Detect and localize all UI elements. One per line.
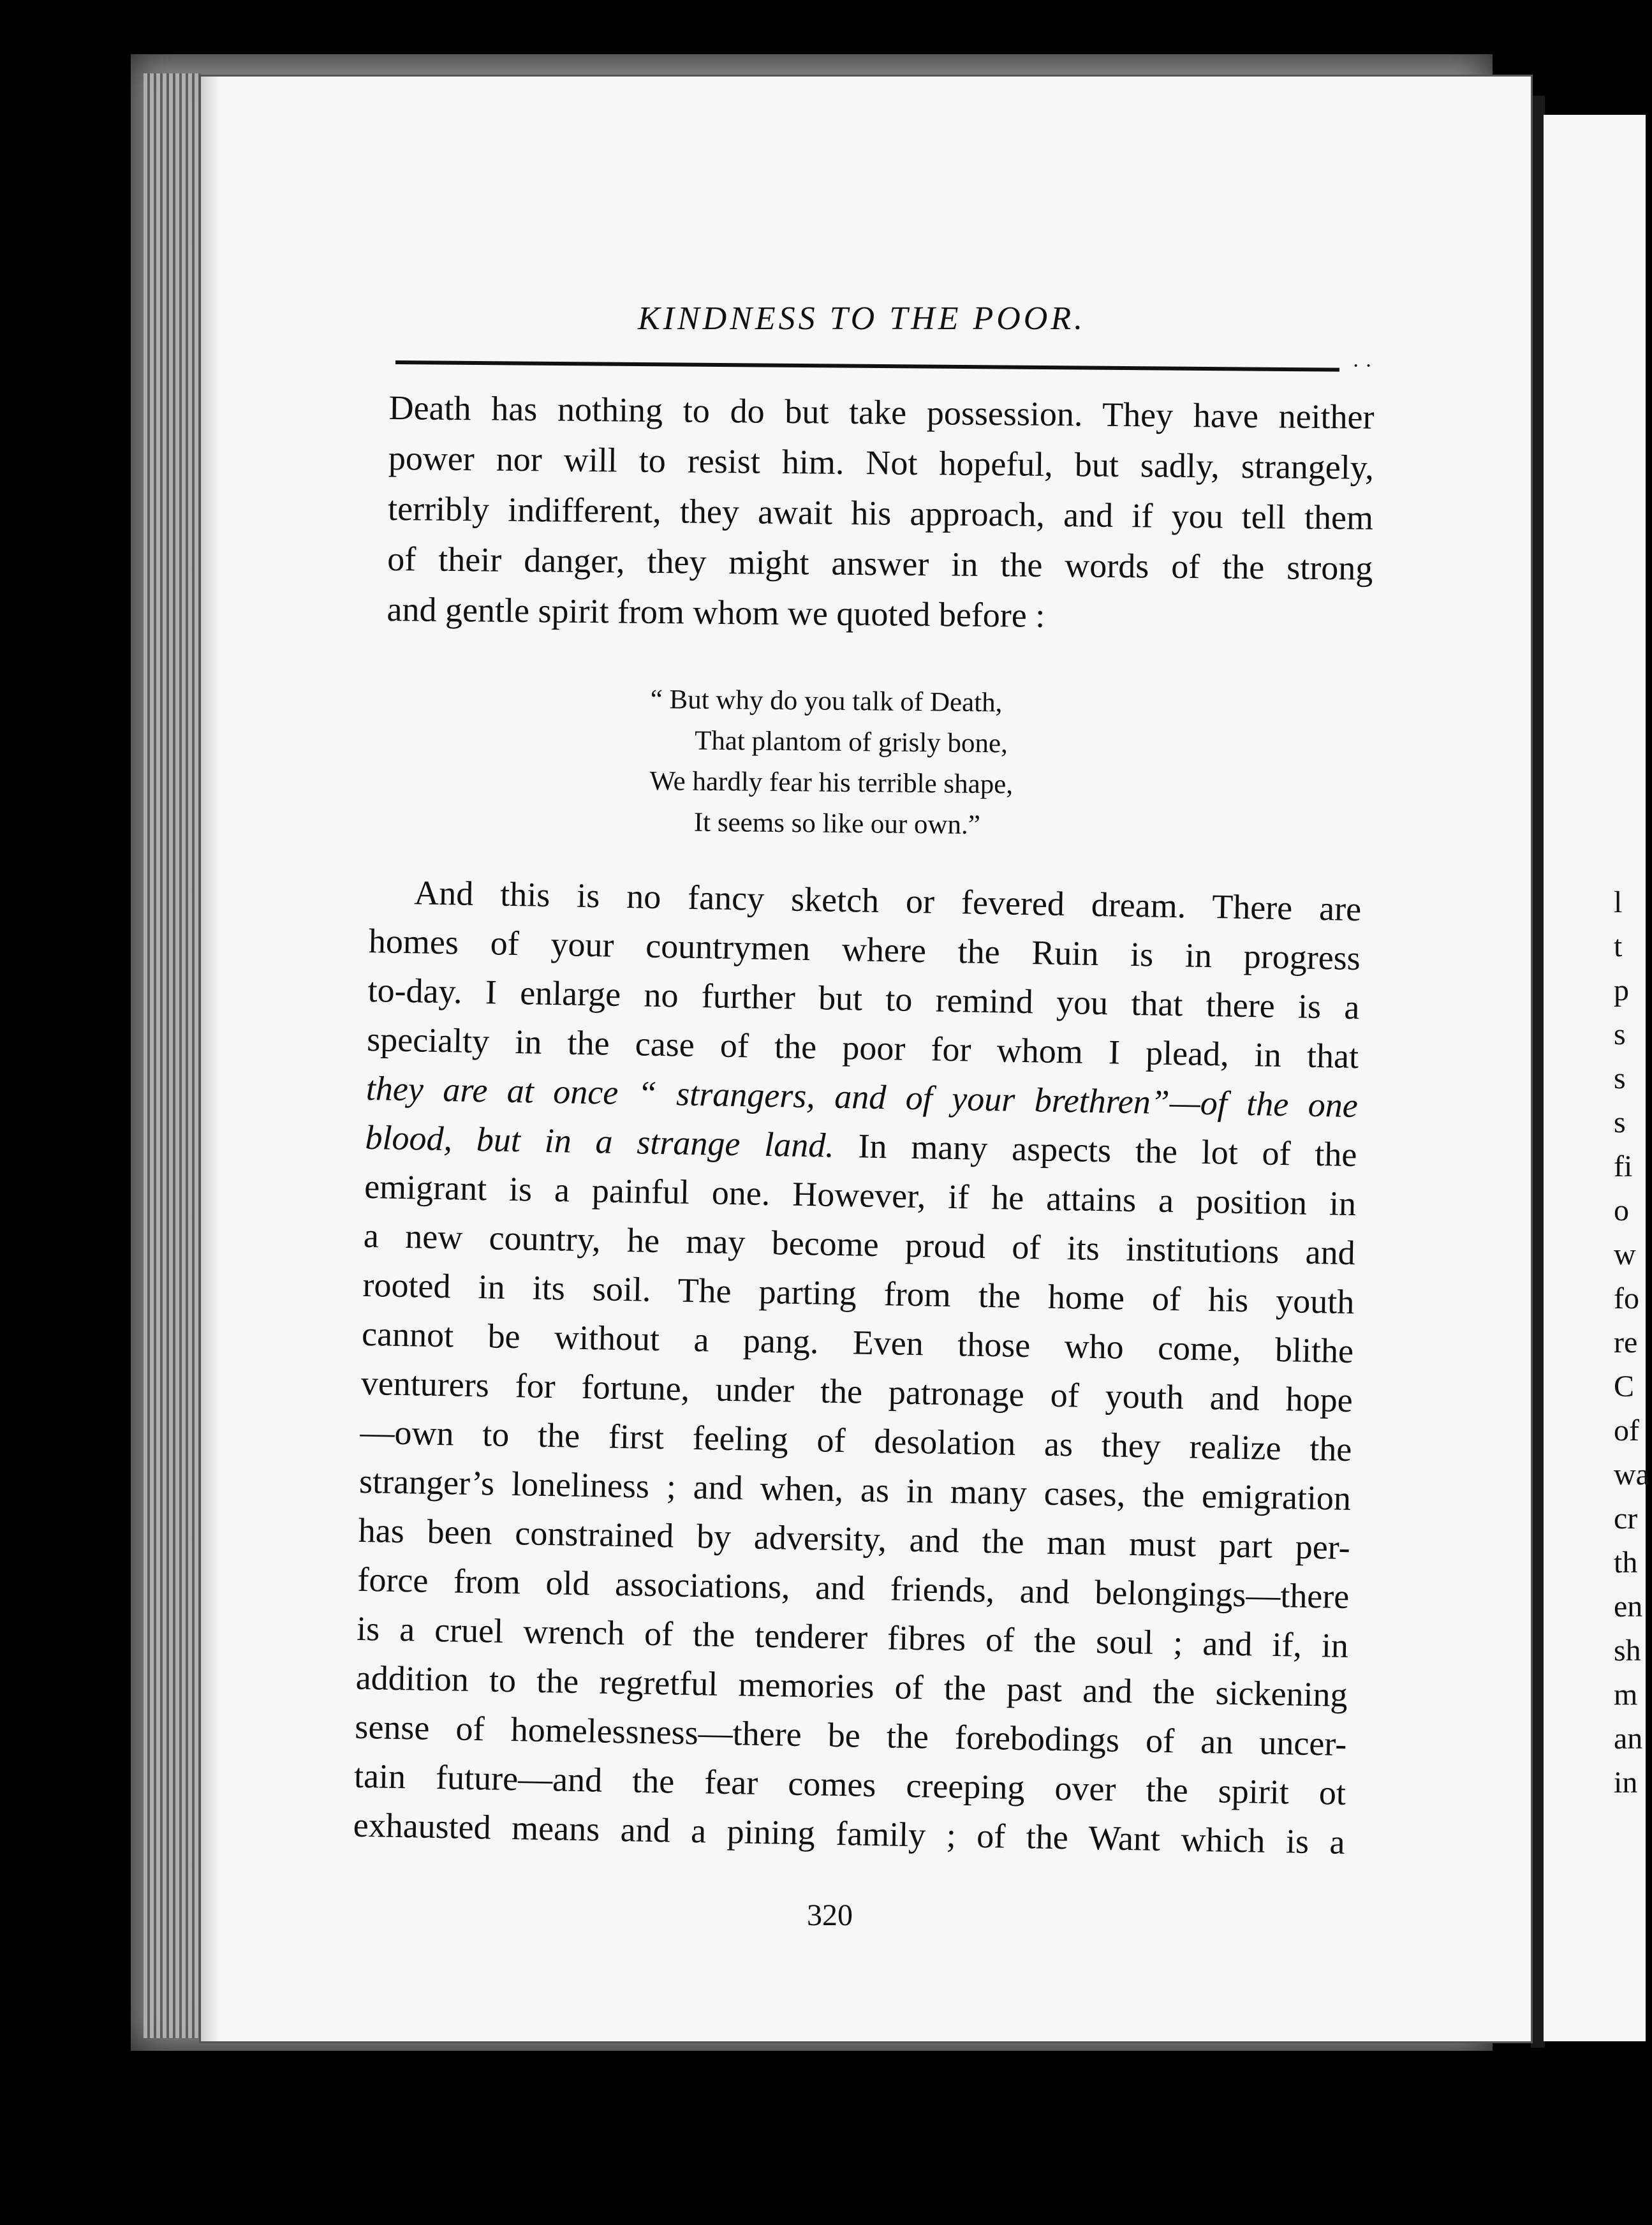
right-fragment: s (1614, 1061, 1626, 1095)
right-fragment: o (1614, 1194, 1629, 1227)
text-line: —own to the first feeling of desolation as they realize the (360, 1412, 1352, 1468)
right-fragment: an (1614, 1722, 1643, 1756)
rule-dots: · · (1352, 354, 1373, 378)
right-fragment: t (1614, 929, 1623, 963)
verse-line: “ But why do you talk of Death, (650, 684, 1003, 718)
text-line: has been constrained by adversity, and the man must part per- (358, 1511, 1351, 1567)
right-fragment: fo (1614, 1282, 1639, 1315)
right-fragment: re (1614, 1326, 1638, 1359)
text-line: and gentle spirit from whom we quoted before : (387, 589, 1045, 635)
page-number: 320 (807, 1898, 853, 1932)
running-head: KINDNESS TO THE POOR. (638, 300, 1086, 337)
page-fold-shadow (201, 77, 220, 2041)
right-fragment: of (1614, 1414, 1639, 1447)
text-line: Death has nothing to do but take possession. They have neither (388, 388, 1375, 436)
text-line: sense of homelessness—there be the forebodings of an uncer- (354, 1707, 1347, 1763)
right-fragment: p (1614, 973, 1629, 1007)
verse-line: We hardly fear his terrible shape, (649, 765, 1014, 800)
text-line: is a cruel wrench of the tenderer fibres of the soul ; and if, in (356, 1609, 1349, 1665)
verse-line: That plantom of grisly bone, (694, 725, 1008, 759)
italic-phrase: blood, but in a strange land. (365, 1118, 835, 1165)
verse-quotation (649, 679, 1097, 847)
right-fragment: th (1614, 1546, 1638, 1579)
text-line: homes of your countrymen where the Ruin is in progress (368, 921, 1361, 978)
verse-line: It seems so like our own.” (693, 807, 981, 840)
right-fragment: w (1614, 1238, 1636, 1271)
right-fragment: s (1614, 1105, 1626, 1139)
right-fragment: in (1614, 1766, 1638, 1800)
right-fragment: s (1614, 1017, 1626, 1051)
text-line: to-day. I enlarge no further but to remind you that there is a (367, 970, 1360, 1027)
text-line: And this is no fancy sketch or fevered dream. There are (413, 873, 1362, 929)
text-line: terribly indifferent, they await his approach, and if you tell them (387, 489, 1374, 537)
text-line: of their danger, they might answer in the words of the strong (387, 539, 1373, 588)
right-fragment: l (1614, 885, 1623, 919)
text-line: rooted in its soil. The parting from the home of his youth (362, 1265, 1355, 1322)
right-fragment: cr (1614, 1502, 1638, 1535)
text-line: addition to the regretful memories of the past and the sickening (355, 1658, 1348, 1714)
text-line: tain future—and the fear comes creeping over the spirit ot (353, 1756, 1346, 1812)
paragraph-2 (353, 868, 1362, 1867)
paragraph-1 (387, 383, 1375, 644)
right-fragment: C (1614, 1370, 1635, 1403)
right-page-text-fragments (1614, 880, 1652, 1805)
right-fragment: m (1614, 1678, 1638, 1711)
text-line: stranger’s loneliness ; and when, as in many cases, the emigration (358, 1461, 1352, 1518)
right-fragment: fi (1614, 1149, 1633, 1183)
text-line: cannot be without a pang. Even those who come, blithe (361, 1314, 1354, 1371)
text-line: power nor will to resist him. Not hopeful, but sadly, strangely, (388, 438, 1375, 487)
text-span: In many aspects the lot of the (834, 1126, 1357, 1174)
right-fragment: en (1614, 1590, 1643, 1623)
right-fragment: sh (1614, 1634, 1641, 1667)
right-fragment: wa (1614, 1458, 1649, 1491)
text-line: emigrant is a painful one. However, if he attains a position in (364, 1167, 1357, 1223)
page-stack-edges (144, 73, 201, 2038)
text-line: force from old associations, and friends, and belongings—there (357, 1560, 1350, 1616)
text-line-italic: they are at once “ strangers, and of your brethren”—of the one (365, 1068, 1359, 1125)
text-line: exhausted means and a pining family ; of the Want which is a (353, 1805, 1346, 1861)
book-gutter (1531, 96, 1545, 2048)
text-line: specialty in the case of the poor for whom I plead, in that (366, 1019, 1359, 1076)
text-line: a new country, he may become proud of its institutions and (363, 1216, 1356, 1273)
text-line: venturers for fortune, under the patronage of youth and hope (360, 1363, 1353, 1420)
